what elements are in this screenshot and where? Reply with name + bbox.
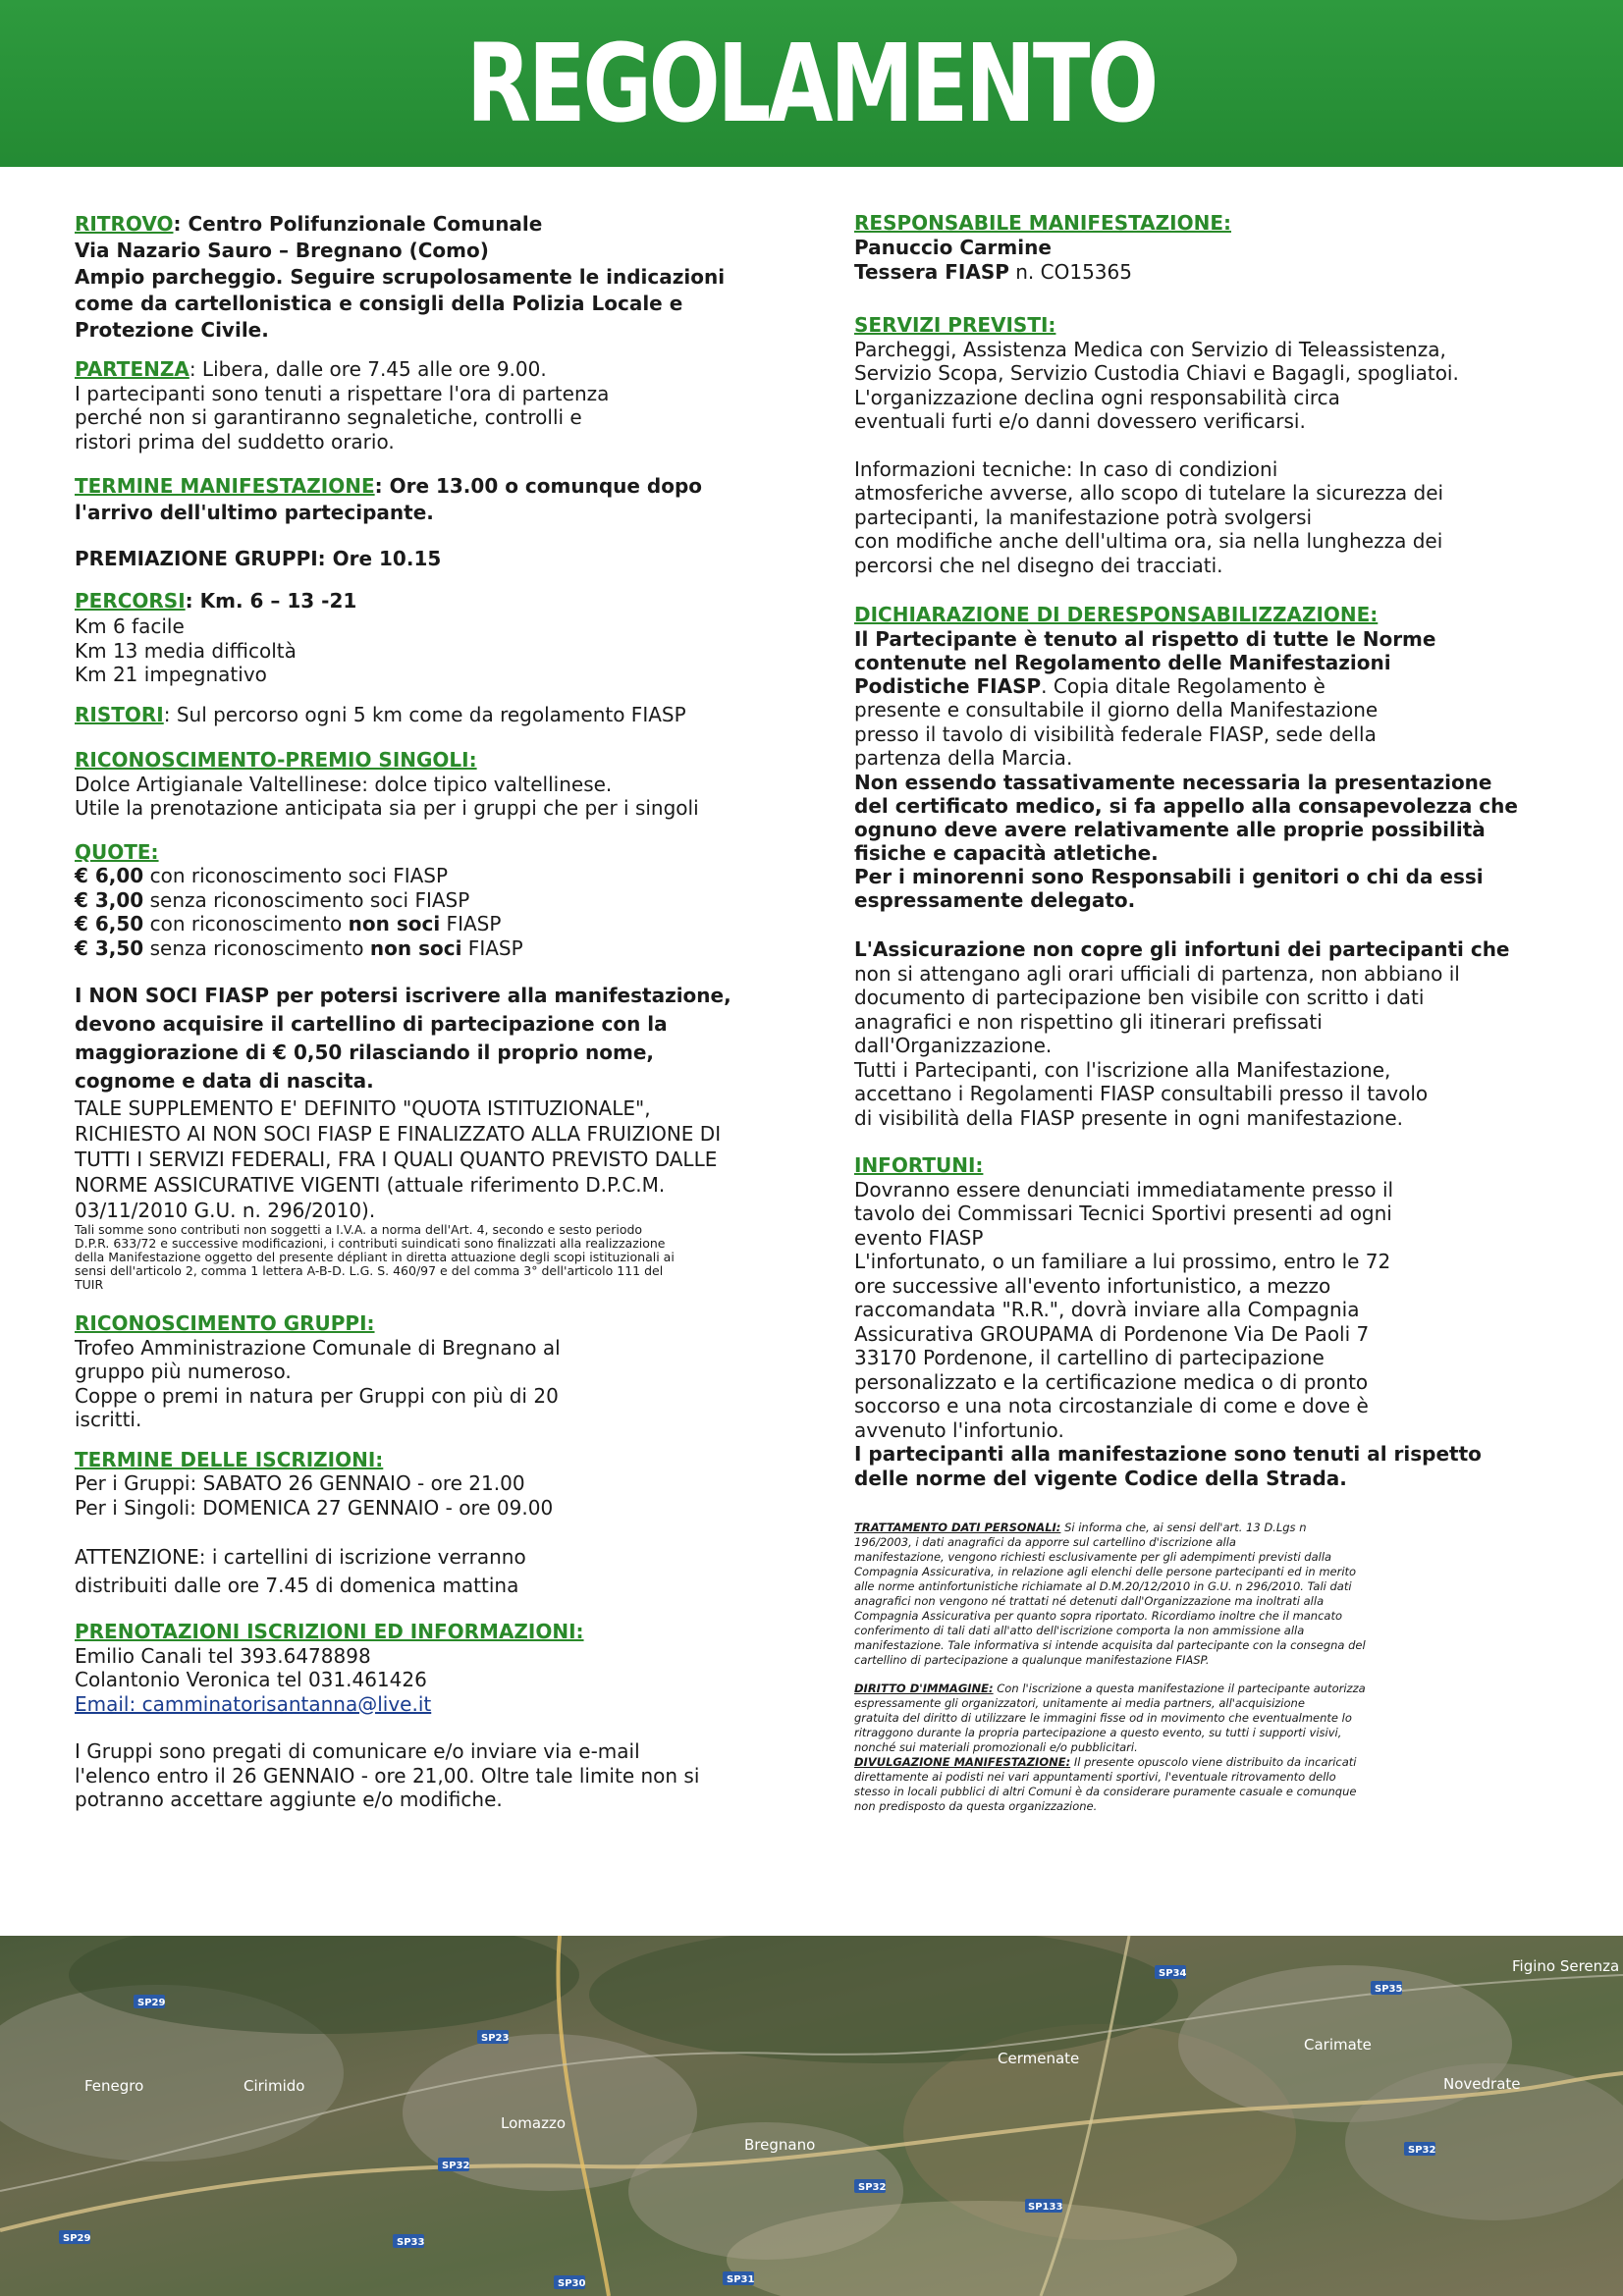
dichiarazione-line: contenute nel Regolamento delle Manifestazioni bbox=[854, 650, 1391, 674]
section-percorsi bbox=[75, 588, 801, 687]
riconoscimento-singoli-line: Utile la prenotazione anticipata sia per i gruppi che per i singoli bbox=[75, 796, 699, 820]
ritrovo-note-2: come da cartellonistica e consigli della Polizia Locale e bbox=[75, 292, 683, 315]
partenza-time: : Libera, dalle ore 7.45 alle ore 9.00. bbox=[189, 357, 547, 381]
servizi-heading: SERVIZI PREVISTI: bbox=[854, 313, 1056, 337]
dichiarazione-bold: Podistiche FIASP bbox=[854, 673, 1042, 698]
divulgazione-line: direttamente ai podisti nei vari appuntamenti sportivi, l'eventuale ritrovamento dello bbox=[854, 1770, 1336, 1784]
email-link[interactable]: Email: camminatorisantanna@live.it bbox=[75, 1691, 432, 1716]
assicurazione-line: documento di partecipazione ben visibile con scritto i dati bbox=[854, 986, 1425, 1009]
page-title: REGOLAMENTO bbox=[466, 21, 1157, 146]
section-ritrovo bbox=[75, 211, 801, 344]
riconoscimento-gruppi-heading: RICONOSCIMENTO GRUPPI: bbox=[75, 1311, 375, 1335]
ritrovo-heading: RITROVO bbox=[75, 212, 174, 236]
trattamento-line: manifestazione, vengono richiesti esclusivamente per gli adempimenti previsti dalla bbox=[854, 1550, 1332, 1564]
infortuni-line: raccomandata "R.R.", dovrà inviare alla Compagnia bbox=[854, 1298, 1360, 1321]
road-label: SP32 bbox=[1408, 2145, 1436, 2156]
riconoscimento-gruppi-line: Coppe o premi in natura per Gruppi con più di 20 bbox=[75, 1383, 559, 1408]
riconoscimento-gruppi-line: iscritti. bbox=[75, 1408, 142, 1431]
info-tecniche-line: Informazioni tecniche: In caso di condizioni bbox=[854, 456, 1278, 481]
section-ristori bbox=[75, 703, 801, 727]
trattamento-line: conferimento di tali dati all'atto dell'iscrizione comporta la non ammissione alla bbox=[854, 1624, 1305, 1637]
assicurazione-line: non si attengano agli orari ufficiali di partenza, non abbiano il bbox=[854, 961, 1460, 986]
section-attenzione bbox=[75, 1543, 801, 1600]
trattamento-line: 196/2003, i dati anagrafici da apporre sul cartellino d'iscrizione alla bbox=[854, 1535, 1236, 1549]
quote-heading: QUOTE: bbox=[75, 839, 159, 864]
contact-line: Emilio Canali tel 393.6478898 bbox=[75, 1643, 371, 1668]
quote-item: € 3,00 senza riconoscimento soci FIASP bbox=[75, 887, 470, 912]
non-soci-line: TUTTI I SERVIZI FEDERALI, FRA I QUALI QUANTO PREVISTO DALLE bbox=[75, 1148, 718, 1171]
section-quote bbox=[75, 840, 801, 961]
right-column bbox=[854, 211, 1542, 1814]
diritto-line: espressamente gli organizzatori, unitamente ai media partners, all'acquisizione bbox=[854, 1696, 1305, 1710]
dichiarazione-line: del certificato medico, si fa appello alla consapevolezza che bbox=[854, 793, 1518, 818]
map-place: Figino Serenza bbox=[1512, 1957, 1620, 1975]
dichiarazione-line: Non essendo tassativamente necessaria la presentazione bbox=[854, 770, 1492, 794]
quote-item: € 3,50 senza riconoscimento non soci FIASP bbox=[75, 935, 523, 960]
partenza-note-3: ristori prima del suddetto orario. bbox=[75, 429, 395, 454]
section-prenotazioni bbox=[75, 1620, 801, 1716]
assicurazione-line: L'Assicurazione non copre gli infortuni dei partecipanti che bbox=[854, 936, 1510, 961]
percorso-item: Km 13 media difficoltà bbox=[75, 638, 297, 663]
map-place: Bregnano bbox=[744, 2136, 816, 2154]
assicurazione-line: Tutti i Partecipanti, con l'iscrizione alla Manifestazione, bbox=[854, 1057, 1391, 1082]
road-label: SP32 bbox=[858, 2182, 887, 2193]
dichiarazione-heading: DICHIARAZIONE DI DERESPONSABILIZZAZIONE: bbox=[854, 603, 1379, 626]
infortuni-line: evento FIASP bbox=[854, 1225, 984, 1250]
divulgazione-label: DIVULGAZIONE MANIFESTAZIONE: bbox=[854, 1755, 1071, 1769]
trattamento-line: cartellino di partecipazione a qualunque manifestazione FIASP. bbox=[854, 1653, 1210, 1667]
dichiarazione-line: espressamente delegato. bbox=[854, 887, 1136, 912]
ritrovo-note-3: Protezione Civile. bbox=[75, 318, 269, 342]
termine-iscrizioni-heading: TERMINE DELLE ISCRIZIONI: bbox=[75, 1447, 384, 1471]
infortuni-line: avvenuto l'infortunio. bbox=[854, 1417, 1064, 1442]
non-soci-small: TUIR bbox=[75, 1277, 104, 1292]
road-label: SP32 bbox=[442, 2161, 470, 2171]
map-place: Cirimido bbox=[243, 2077, 305, 2095]
info-tecniche-line: partecipanti, la manifestazione potrà svolgersi bbox=[854, 505, 1313, 529]
non-soci-line: cognome e data di nascita. bbox=[75, 1069, 374, 1093]
assicurazione-line: di visibilità della FIASP presente in ogni manifestazione. bbox=[854, 1105, 1403, 1130]
satellite-map bbox=[0, 1936, 1623, 2296]
divulgazione-line: stesso in locali pubblici di altri Comuni è da considerare puramente casuale e comunque bbox=[854, 1785, 1357, 1798]
section-servizi bbox=[854, 313, 1542, 434]
road-label: SP23 bbox=[481, 2033, 510, 2044]
dichiarazione-line: Per i minorenni sono Responsabili i genitori o chi da essi bbox=[854, 864, 1484, 888]
dichiarazione-line: Il Partecipante è tenuto al rispetto di tutte le Norme bbox=[854, 626, 1436, 651]
dichiarazione-line: presso il tavolo di visibilità federale FIASP, sede della bbox=[854, 721, 1377, 746]
map-place: Lomazzo bbox=[501, 2114, 566, 2132]
section-info-tecniche bbox=[854, 457, 1542, 578]
attenzione-line: distribuiti dalle ore 7.45 di domenica mattina bbox=[75, 1574, 519, 1597]
section-diritto-immagine bbox=[854, 1682, 1542, 1814]
divulgazione-line: Il presente opuscolo viene distribuito da incaricati bbox=[1070, 1755, 1357, 1769]
percorso-item: Km 21 impegnativo bbox=[75, 663, 267, 686]
percorso-item: Km 6 facile bbox=[75, 614, 185, 638]
dichiarazione-text: . Copia ditale Regolamento è bbox=[1041, 673, 1325, 698]
map-place: Cermenate bbox=[998, 2050, 1080, 2067]
contact-line: Colantonio Veronica tel 031.461426 bbox=[75, 1668, 427, 1691]
partenza-note-2: perché non si garantiranno segnaletiche, controlli e bbox=[75, 405, 582, 429]
termine-iscrizioni-line: Per i Gruppi: SABATO 26 GENNAIO - ore 21.00 bbox=[75, 1471, 525, 1495]
trattamento-line: Compagnia Assicurativa, in relazione agli elenchi delle persone partecipanti ed in merito bbox=[854, 1565, 1357, 1578]
termine-note: l'arrivo dell'ultimo partecipante. bbox=[75, 501, 434, 524]
infortuni-line: delle norme del vigente Codice della Strada. bbox=[854, 1467, 1347, 1490]
ritrovo-note-1: Ampio parcheggio. Seguire scrupolosamente le indicazioni bbox=[75, 265, 726, 289]
servizi-line: Servizio Scopa, Servizio Custodia Chiavi e Bagagli, spogliatoi. bbox=[854, 361, 1459, 385]
premiazione-gruppi: PREMIAZIONE GRUPPI: Ore 10.15 bbox=[75, 547, 442, 570]
infortuni-line: tavolo dei Commissari Tecnici Sportivi presenti ad ogni bbox=[854, 1201, 1392, 1225]
non-soci-small: Tali somme sono contributi non soggetti a I.V.A. a norma dell'Art. 4, secondo e sesto periodo bbox=[75, 1222, 643, 1237]
infortuni-line: I partecipanti alla manifestazione sono tenuti al rispetto bbox=[854, 1442, 1482, 1466]
attenzione-line: ATTENZIONE: i cartellini di iscrizione verranno bbox=[75, 1545, 526, 1569]
map-graphic bbox=[0, 1936, 1623, 2296]
assicurazione-line: accettano i Regolamenti FIASP consultabili presso il tavolo bbox=[854, 1082, 1429, 1105]
prenotazioni-heading: PRENOTAZIONI ISCRIZIONI ED INFORMAZIONI: bbox=[75, 1620, 584, 1643]
map-place: Fenegro bbox=[84, 2077, 144, 2095]
info-tecniche-line: atmosferiche avverse, allo scopo di tutelare la sicurezza dei bbox=[854, 481, 1444, 505]
road-label: SP133 bbox=[1028, 2202, 1063, 2213]
riconoscimento-singoli-heading: RICONOSCIMENTO-PREMIO SINGOLI: bbox=[75, 748, 477, 772]
non-soci-line: NORME ASSICURATIVE VIGENTI (attuale riferimento D.P.C.M. bbox=[75, 1173, 666, 1197]
road-label: SP29 bbox=[137, 1998, 166, 2008]
responsabile-tessera-number: n. CO15365 bbox=[1008, 259, 1132, 284]
diritto-line: ritraggono durante la propria partecipazione a questo evento, su tutti i supporti visivi, bbox=[854, 1726, 1342, 1739]
trattamento-line: alle norme antinfortunistiche richiamate al D.M.20/12/2010 in G.U. n 296/2010. Tali dati bbox=[854, 1579, 1352, 1593]
ritrovo-address: Via Nazario Sauro – Bregnano (Como) bbox=[75, 239, 489, 262]
road-label: SP31 bbox=[727, 2274, 755, 2285]
quote-item: € 6,50 con riconoscimento non soci FIASP bbox=[75, 912, 502, 935]
dichiarazione-line: presente e consultabile il giorno della Manifestazione bbox=[854, 698, 1379, 721]
percorsi-heading: PERCORSI bbox=[75, 589, 186, 613]
infortuni-line: Dovranno essere denunciati immediatamente presso il bbox=[854, 1177, 1394, 1201]
quote-item: € 6,00 con riconoscimento soci FIASP bbox=[75, 864, 449, 887]
servizi-line: eventuali furti e/o danni dovessero verificarsi. bbox=[854, 409, 1306, 433]
infortuni-line: L'infortunato, o un familiare a lui prossimo, entro le 72 bbox=[854, 1250, 1391, 1273]
gruppi-note-line: potranno accettare aggiunte e/o modifiche. bbox=[75, 1788, 503, 1811]
percorsi-lengths: : Km. 6 – 13 -21 bbox=[185, 589, 357, 613]
section-non-soci bbox=[75, 982, 801, 1292]
infortuni-line: 33170 Pordenone, il cartellino di partecipazione bbox=[854, 1346, 1325, 1369]
road-label: SP34 bbox=[1159, 1968, 1187, 1979]
responsabile-tessera-label: Tessera FIASP bbox=[854, 259, 1009, 284]
info-tecniche-line: con modifiche anche dell'ultima ora, sia nella lunghezza dei bbox=[854, 529, 1443, 553]
non-soci-line: TALE SUPPLEMENTO E' DEFINITO "QUOTA ISTITUZIONALE", bbox=[75, 1096, 651, 1120]
ritrovo-place: : Centro Polifunzionale Comunale bbox=[173, 212, 543, 236]
dichiarazione-line: fisiche e capacità atletiche. bbox=[854, 840, 1159, 865]
diritto-line: nonché sui materiali promozionali e/o pubblicitari. bbox=[854, 1740, 1138, 1754]
road-label: SP29 bbox=[63, 2233, 91, 2244]
termine-heading: TERMINE MANIFESTAZIONE bbox=[75, 474, 375, 498]
section-assicurazione bbox=[854, 937, 1542, 1131]
termine-time: : Ore 13.00 o comunque dopo bbox=[374, 474, 703, 498]
riconoscimento-singoli-line: Dolce Artigianale Valtellinese: dolce tipico valtellinese. bbox=[75, 772, 613, 796]
non-soci-small: sensi dell'articolo 2, comma 1 lettera A-B-D. L.G. S. 460/97 e del comma 3° dell'articolo 111 del bbox=[75, 1263, 664, 1278]
riconoscimento-gruppi-line: Trofeo Amministrazione Comunale di Bregnano al bbox=[75, 1335, 561, 1360]
trattamento-label: TRATTAMENTO DATI PERSONALI: bbox=[854, 1521, 1061, 1534]
diritto-label: DIRITTO D'IMMAGINE: bbox=[854, 1682, 994, 1695]
non-soci-small: della Manifestazione oggetto del presente dépliant in diretta attuazione degli scopi istituzionali ai bbox=[75, 1250, 675, 1264]
non-soci-line: I NON SOCI FIASP per potersi iscrivere alla manifestazione, bbox=[75, 984, 731, 1007]
map-place: Novedrate bbox=[1443, 2075, 1521, 2093]
trattamento-line: manifestazione. Tale informativa si intende acquisita dal partecipante con la consegna del bbox=[854, 1638, 1366, 1652]
map-place: Carimate bbox=[1304, 2036, 1372, 2054]
responsabile-heading: RESPONSABILE MANIFESTAZIONE: bbox=[854, 211, 1232, 235]
servizi-line: Parcheggi, Assistenza Medica con Servizio di Teleassistenza, bbox=[854, 337, 1446, 361]
divulgazione-line: non predisposto da questa organizzazione. bbox=[854, 1799, 1098, 1813]
road-label: SP33 bbox=[397, 2237, 425, 2248]
gruppi-note-line: l'elenco entro il 26 GENNAIO - ore 21,00. Oltre tale limite non si bbox=[75, 1763, 700, 1788]
section-termine bbox=[75, 473, 801, 526]
section-termine-iscrizioni bbox=[75, 1448, 801, 1521]
partenza-note-1: I partecipanti sono tenuti a rispettare l'ora di partenza bbox=[75, 381, 610, 405]
non-soci-line: maggiorazione di € 0,50 rilasciando il proprio nome, bbox=[75, 1041, 654, 1064]
diritto-line: gratuita del diritto di utilizzare le immagini fisse od in movimento che eventualmente lo bbox=[854, 1711, 1352, 1725]
non-soci-line: devono acquisire il cartellino di partecipazione con la bbox=[75, 1012, 668, 1036]
trattamento-line: Compagnia Assicurativa per quanto sopra riportato. Ricordiamo inoltre che il mancato bbox=[854, 1609, 1343, 1623]
trattamento-line: anagrafici non vengono né trattati né detenuti dall'Organizzazione ma inoltrati alla bbox=[854, 1594, 1325, 1608]
trattamento-line: Si informa che, ai sensi dell'art. 13 D.Lgs n bbox=[1060, 1521, 1307, 1534]
header-banner bbox=[0, 0, 1623, 167]
section-partenza bbox=[75, 357, 801, 454]
ristori-heading: RISTORI bbox=[75, 702, 164, 726]
section-infortuni bbox=[854, 1153, 1542, 1491]
riconoscimento-gruppi-line: gruppo più numeroso. bbox=[75, 1360, 292, 1383]
infortuni-line: soccorso e una nota circostanziale di come e dove è bbox=[854, 1394, 1369, 1417]
termine-iscrizioni-line: Per i Singoli: DOMENICA 27 GENNAIO - ore 09.00 bbox=[75, 1495, 554, 1520]
servizi-line: L'organizzazione declina ogni responsabilità circa bbox=[854, 385, 1340, 409]
non-soci-line: 03/11/2010 G.U. n. 296/2010). bbox=[75, 1199, 376, 1222]
section-dichiarazione bbox=[854, 603, 1542, 912]
infortuni-heading: INFORTUNI: bbox=[854, 1153, 984, 1177]
infortuni-line: Assicurativa GROUPAMA di Pordenone Via De Paoli 7 bbox=[854, 1321, 1370, 1346]
non-soci-line: RICHIESTO AI NON SOCI FIASP E FINALIZZATO ALLA FRUIZIONE DI bbox=[75, 1122, 722, 1146]
infortuni-line: personalizzato e la certificazione medica o di pronto bbox=[854, 1369, 1369, 1394]
info-tecniche-line: percorsi che nel disegno dei tracciati. bbox=[854, 553, 1223, 577]
diritto-line: Con l'iscrizione a questa manifestazione il partecipante autorizza bbox=[993, 1682, 1366, 1695]
assicurazione-line: dall'Organizzazione. bbox=[854, 1034, 1053, 1057]
assicurazione-line: anagrafici e non rispettino gli itinerari prefissati bbox=[854, 1009, 1323, 1034]
responsabile-name: Panuccio Carmine bbox=[854, 235, 1052, 259]
section-riconoscimento-gruppi bbox=[75, 1311, 801, 1432]
left-column bbox=[75, 211, 801, 1812]
section-responsabile bbox=[854, 211, 1542, 284]
section-riconoscimento-singoli bbox=[75, 748, 801, 821]
non-soci-small: D.P.R. 633/72 e successive modificazioni, i contributi suindicati sono finalizzati alla realizzazione bbox=[75, 1236, 666, 1251]
road-label: SP30 bbox=[558, 2278, 586, 2289]
ristori-text: : Sul percorso ogni 5 km come da regolamento FIASP bbox=[163, 702, 686, 726]
section-gruppi-note bbox=[75, 1739, 801, 1812]
road-label: SP35 bbox=[1375, 1984, 1403, 1995]
section-trattamento-dati bbox=[854, 1521, 1542, 1668]
infortuni-line: ore successive all'evento infortunistico, a mezzo bbox=[854, 1273, 1331, 1298]
gruppi-note-line: I Gruppi sono pregati di comunicare e/o inviare via e-mail bbox=[75, 1739, 640, 1763]
dichiarazione-line: partenza della Marcia. bbox=[854, 746, 1073, 770]
partenza-heading: PARTENZA bbox=[75, 357, 189, 381]
dichiarazione-line: ognuno deve avere relativamente alle proprie possibilità bbox=[854, 817, 1486, 841]
